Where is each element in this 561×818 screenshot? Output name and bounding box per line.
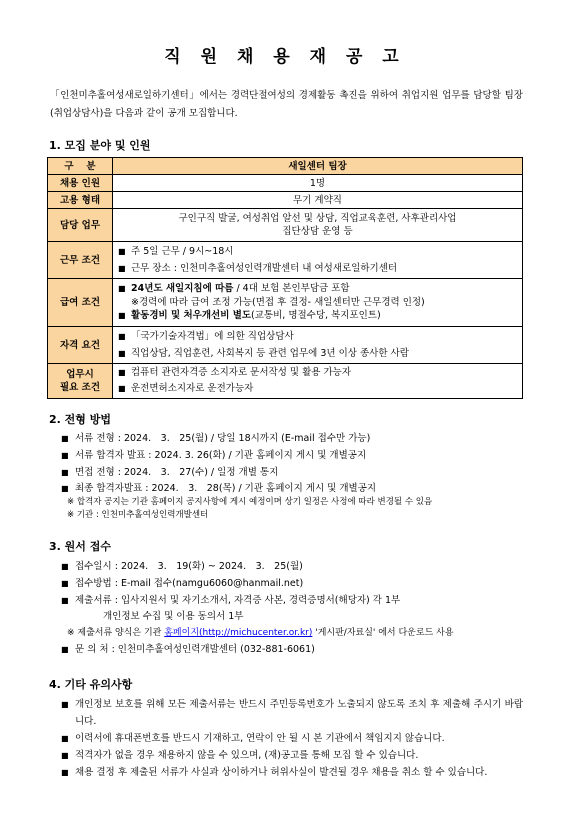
note-text: ※ 제출서류 양식은 기관 [67,628,165,638]
note: ※ 기관 : 인천미추홀여성인력개발센터 [67,510,209,520]
list-item: ■ 제출서류 : 입사지원서 및 자기소개서, 자격증 사본, 경력증명서(해당자) 각 1부 [61,592,523,609]
contact-list [47,641,523,658]
notice-list [47,696,523,781]
row-label: 고용 형태 [48,192,113,209]
label-line: 업무시 [66,369,94,380]
salary-insurance: / 4대 보험 본인부담금 포함 [233,283,350,294]
qualifications [113,327,523,364]
document-title: 직 원 채 용 재 공 고 [164,47,406,67]
list-item [117,309,518,323]
row-label: 근무 조건 [48,242,113,279]
list-item: ■ 근무 장소 : 인천미추홀여성인력개발센터 내 여성새로일하기센터 [117,260,518,277]
screening-list [47,430,523,496]
label-line: 필요 조건 [59,382,100,393]
list-item: ■ 운전면허소지자로 운전가능자 [117,381,518,397]
salary-note: ※경력에 따라 급여 조정 가능(면접 후 결정- 새일센터만 근무경력 인정) [131,297,425,308]
table-row [48,279,523,327]
table-row [48,242,523,279]
table-row [48,175,523,192]
row-label: 구 분 [48,158,113,175]
section1-heading: 1. 모집 분야 및 인원 [49,139,151,152]
row-label: 담당 업무 [48,209,113,242]
allowance-detail: (교통비, 명절수당, 복지포인트) [251,310,381,321]
salary-conditions [113,279,523,327]
table-row [48,327,523,364]
row-label: 채용 인원 [48,175,113,192]
recruitment-table [47,157,523,399]
list-item: ■ 접수방법 : E-mail 접수(namgu6060@hanmail.net) [61,575,523,592]
section4-heading: 4. 기타 유의사항 [49,678,133,691]
list-item: ■ 컴퓨터 관련자격증 소지자로 문서작성 및 활용 가능자 [117,365,518,381]
salary-guideline: 24년도 새일지침에 따름 [131,283,234,294]
list-item: ■ 직업상담, 직업훈련, 사회복지 등 관련 업무에 3년 이상 종사한 사람 [117,345,518,362]
list-item: ■ 문 의 처 : 인천미추홀여성인력개발센터 (032-881-6061) [61,641,523,658]
row-label: 자격 요건 [48,327,113,364]
table-row [48,364,523,399]
application-list [47,558,523,609]
count-value: 1명 [113,175,523,192]
table-row [48,158,523,175]
list-item: ■ 이력서에 휴대폰번호를 반드시 기재하고, 연락이 안 될 시 본 기관에서 책임지지 않습니다. [61,730,523,747]
duties-line: 구인구직 발굴, 여성취업 알선 및 상담, 직업교육훈련, 사후관리사업 [178,213,457,224]
list-item: ■ 주 5일 근무 / 9시~18시 [117,243,518,260]
list-item: ■ 적격자가 없을 경우 채용하지 않을 수 있으며, (재)공고를 통해 모집 할 수 있습니다. [61,747,523,764]
note-text: '게시판/자료실' 에서 다운로드 사용 [312,628,454,638]
list-item: ■ 접수일시 : 2024. 3. 19(화) ~ 2024. 3. 25(월) [61,558,523,575]
section3-heading: 3. 원서 접수 [49,540,111,553]
list-item [117,282,518,296]
list-item: ■ 채용 결정 후 제출된 서류가 사실과 상이하거나 허위사실이 발견될 경우 채용을 취소 할 수 있습니다. [61,764,523,781]
table-row [48,192,523,209]
section2-heading: 2. 전형 방법 [49,413,111,426]
duties-line: 집단상담 운영 등 [282,226,353,237]
list-item: ■ 「국가기술자격법」에 의한 직업상담사 [117,328,518,345]
note: ※ 합격자 공지는 기관 홈페이지 공지사항에 게시 예정이며 상기 일정은 사정에 따라 변경될 수 있음 [67,497,433,507]
list-item: ■ 서류 합격자 발표 : 2024. 3. 26(화) / 기관 홈페이지 게시 및 개별공지 [61,447,523,464]
row-label [48,364,113,399]
list-item: ■ 개인정보 보호를 위해 모든 제출서류는 반드시 주민등록번호가 노출되지 않도록 조치 후 제출해 주시기 바랍니다. [61,696,523,730]
form-note [47,625,523,641]
list-item: ■ 최종 합격자발표 : 2024. 3. 28(목) / 기관 홈페이지 게시 및 개별공지 [61,481,523,496]
preferred-conditions [113,364,523,399]
intro-paragraph: 「인천미추홀여성새로일하기센터」에서는 경력단절여성의 경제활동 촉진을 위하여 취업지원 업무를 담당할 팀장(취업상담사)을 다음과 같이 공개 모집합니다. [50,90,523,119]
list-item: ■ 서류 전형 : 2024. 3. 25(월) / 당일 18시까지 (E-mail 접수만 가능) [61,430,523,447]
allowance-label: 활동경비 및 처우개선비 별도 [131,310,252,321]
table-row [48,209,523,242]
division-value: 새일센터 팀장 [113,158,523,175]
docs-continued: 개인정보 수집 및 이용 동의서 1부 [103,611,244,622]
duties-value [113,209,523,242]
row-label: 급여 조건 [48,279,113,327]
employment-value: 무기 계약직 [113,192,523,209]
list-item: ■ 면접 전형 : 2024. 3. 27(수) / 일정 개별 통지 [61,464,523,481]
homepage-link[interactable]: 홈페이지(http://michucenter.or.kr) [164,628,313,638]
work-conditions [113,242,523,279]
